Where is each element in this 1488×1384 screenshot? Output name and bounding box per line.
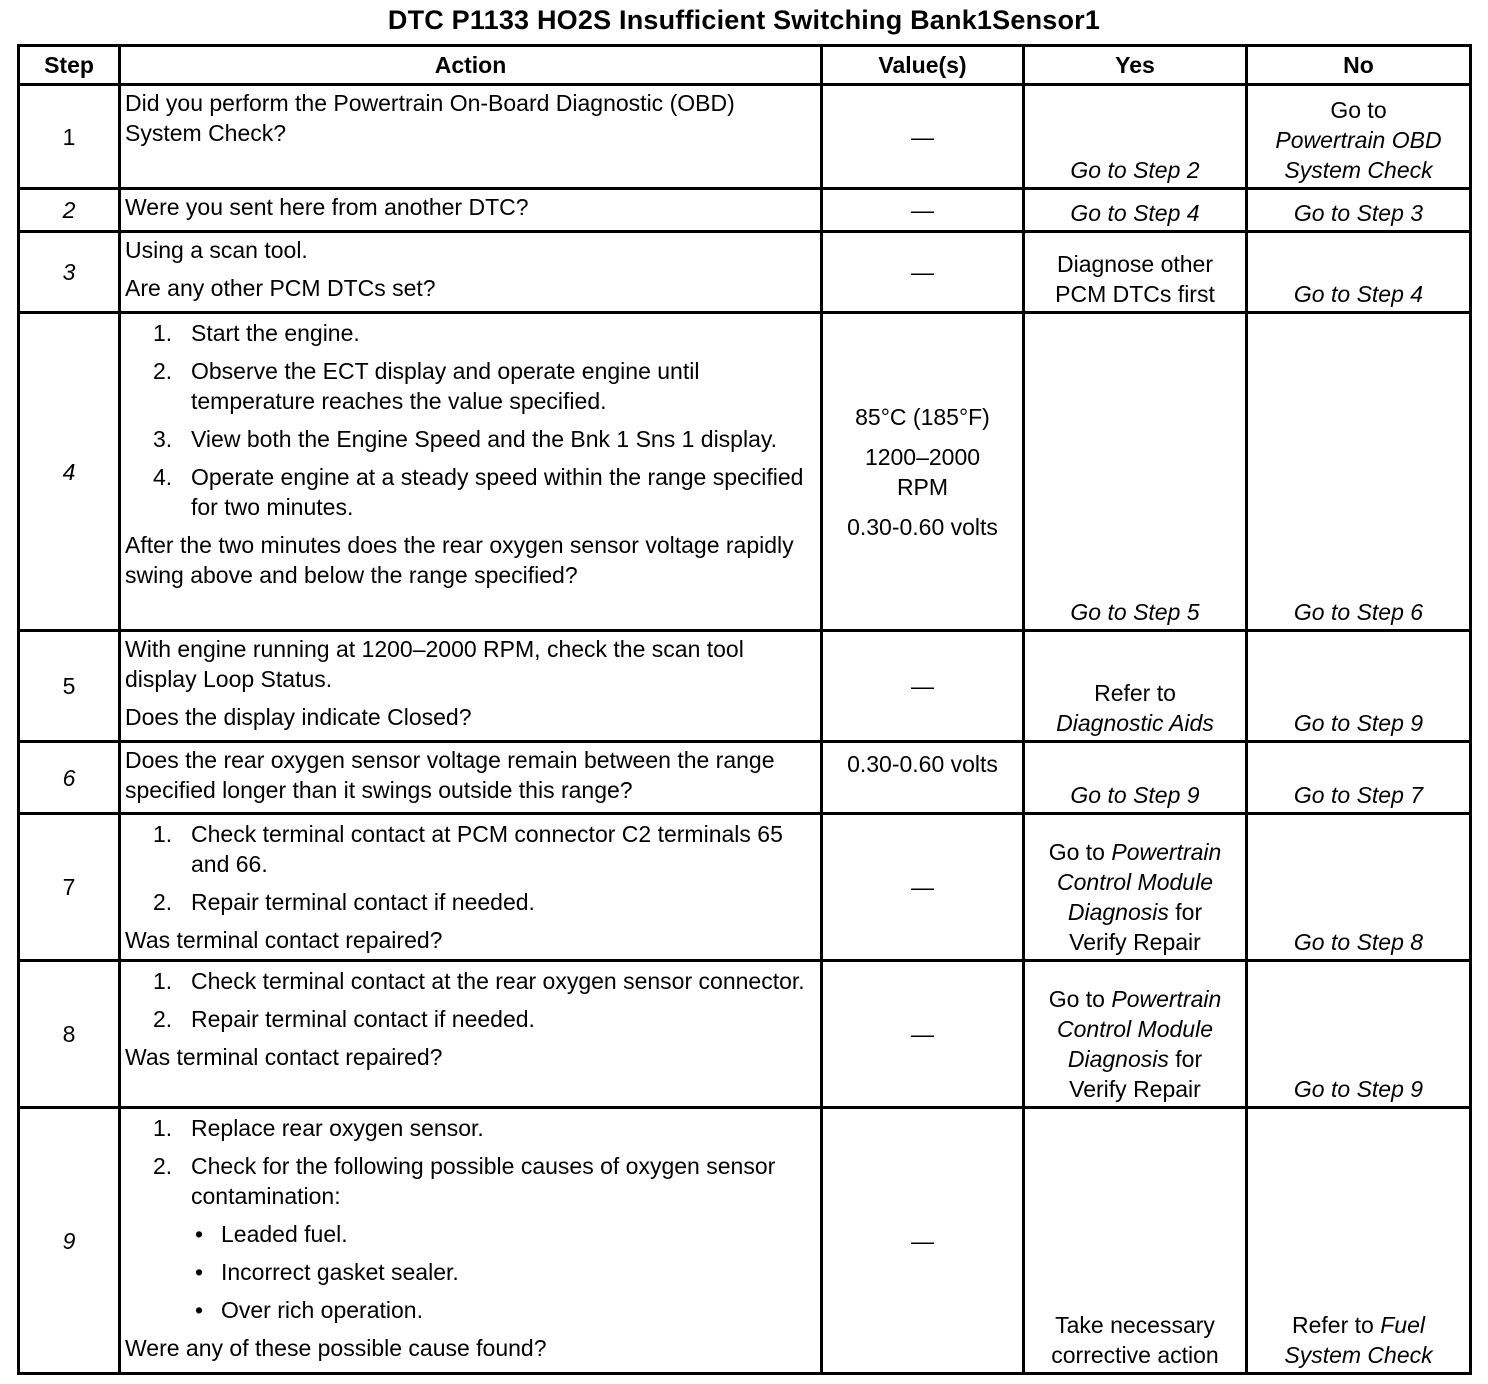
action-cell bbox=[120, 631, 822, 742]
list-item: • Leaded fuel. bbox=[195, 1221, 348, 1247]
action-steps bbox=[125, 1113, 816, 1325]
header-values: Value(s) bbox=[822, 46, 1024, 85]
action-cell bbox=[120, 1108, 822, 1374]
yes-suffix: Verify Repair bbox=[1069, 1076, 1201, 1102]
table-row bbox=[19, 1108, 1471, 1374]
yes-cell[interactable] bbox=[1024, 631, 1247, 742]
yes-cell[interactable]: Go to Step 2 bbox=[1024, 85, 1247, 189]
no-cell[interactable]: Go to Step 6 bbox=[1247, 313, 1471, 631]
list-item: 1. Check terminal contact at the rear oxygen sensor connector. bbox=[153, 968, 805, 994]
header-step: Step bbox=[19, 46, 120, 85]
no-link[interactable]: Fuel bbox=[1380, 1312, 1425, 1338]
diagnostic-table bbox=[17, 44, 1472, 1375]
action-question: Were any of these possible cause found? bbox=[125, 1335, 547, 1361]
value-cell: 0.30-0.60 volts bbox=[822, 742, 1024, 814]
yes-link[interactable]: Powertrain bbox=[1111, 839, 1222, 865]
value-rpm: 1200–2000 RPM bbox=[864, 443, 981, 500]
list-item: 3. View both the Engine Speed and the Bnk 1 Sns 1 display. bbox=[153, 426, 778, 452]
header-no: No bbox=[1247, 46, 1471, 85]
list-item: 2. Repair terminal contact if needed. bbox=[153, 889, 535, 915]
yes-link[interactable]: Diagnosis bbox=[1067, 899, 1169, 925]
header-action: Action bbox=[120, 46, 822, 85]
yes-link[interactable]: Diagnostic Aids bbox=[1056, 710, 1214, 736]
table-row bbox=[19, 313, 1471, 631]
step-number: 2 bbox=[19, 189, 120, 232]
list-item: • Incorrect gasket sealer. bbox=[195, 1259, 459, 1285]
table-row bbox=[19, 742, 1471, 814]
value-cell: — bbox=[822, 1108, 1024, 1374]
yes-cell[interactable] bbox=[1024, 961, 1247, 1108]
action-question: Was terminal contact repaired? bbox=[125, 927, 443, 953]
value-cell bbox=[822, 313, 1024, 631]
no-prefix: Refer to bbox=[1292, 1312, 1374, 1338]
value-cell: — bbox=[822, 631, 1024, 742]
page-title: DTC P1133 HO2S Insufficient Switching Bank1Sensor1 bbox=[387, 5, 1101, 35]
action-cell bbox=[120, 85, 822, 189]
list-item: 2. Check for the following possible causes of oxygen sensor contamination: • Leaded fuel. • Incorrect gasket sealer. • Over rich operation. bbox=[125, 1151, 816, 1325]
value-cell: — bbox=[822, 189, 1024, 232]
action-question: After the two minutes does the rear oxygen sensor voltage rapidly swing above and below the range specified? bbox=[125, 532, 794, 588]
action-cell bbox=[120, 742, 822, 814]
yes-suffix: Verify Repair bbox=[1069, 929, 1201, 955]
list-item: 2. Repair terminal contact if needed. bbox=[153, 1006, 535, 1032]
yes-prefix: Go to bbox=[1048, 986, 1105, 1012]
yes-cell[interactable]: Take necessary corrective action bbox=[1024, 1108, 1247, 1374]
no-link[interactable]: System Check bbox=[1284, 1342, 1433, 1368]
action-question: Are any other PCM DTCs set? bbox=[125, 275, 436, 301]
list-item: 2. Observe the ECT display and operate engine until temperature reaches the value specified. bbox=[153, 358, 700, 414]
step-number: 3 bbox=[19, 232, 120, 313]
no-cell[interactable]: Go to Step 4 bbox=[1247, 232, 1471, 313]
action-text: Using a scan tool. bbox=[125, 237, 308, 263]
action-cell bbox=[120, 814, 822, 961]
step-number: 6 bbox=[19, 742, 120, 814]
list-item: 1. Check terminal contact at PCM connector C2 terminals 65 and 66. bbox=[153, 821, 783, 877]
list-item: • Over rich operation. bbox=[195, 1297, 423, 1323]
no-cell[interactable] bbox=[1247, 1108, 1471, 1374]
yes-suffix: for bbox=[1175, 899, 1203, 925]
action-cell bbox=[120, 232, 822, 313]
no-link[interactable]: Powertrain OBD bbox=[1275, 127, 1442, 153]
value-temperature: 85°C (185°F) bbox=[855, 403, 990, 430]
step-number: 1 bbox=[19, 85, 120, 189]
value-cell: — bbox=[822, 814, 1024, 961]
yes-suffix: for bbox=[1175, 1046, 1203, 1072]
table-row bbox=[19, 814, 1471, 961]
action-cell bbox=[120, 961, 822, 1108]
no-cell[interactable]: Go to Step 3 bbox=[1247, 189, 1471, 232]
step-number: 5 bbox=[19, 631, 120, 742]
table-row bbox=[19, 232, 1471, 313]
action-steps bbox=[125, 966, 816, 1034]
table-row bbox=[19, 961, 1471, 1108]
table-row bbox=[19, 631, 1471, 742]
action-text: Were you sent here from another DTC? bbox=[125, 194, 529, 220]
bullet-list bbox=[191, 1219, 816, 1325]
header-yes: Yes bbox=[1024, 46, 1247, 85]
yes-prefix: Refer to bbox=[1094, 680, 1176, 706]
action-text: With engine running at 1200–2000 RPM, check the scan tool display Loop Status. bbox=[125, 636, 744, 692]
step-number: 4 bbox=[19, 313, 120, 631]
list-item: 1. Start the engine. bbox=[153, 320, 360, 346]
list-item: 4. Operate engine at a steady speed within the range specified for two minutes. bbox=[153, 464, 804, 520]
yes-link[interactable]: Control Module bbox=[1057, 869, 1213, 895]
no-link[interactable]: System Check bbox=[1284, 157, 1433, 183]
yes-link[interactable]: Diagnosis bbox=[1067, 1046, 1169, 1072]
step-number: 9 bbox=[19, 1108, 120, 1374]
header-row bbox=[19, 46, 1471, 85]
yes-cell[interactable]: Go to Step 4 bbox=[1024, 189, 1247, 232]
yes-cell[interactable]: Go to Step 9 bbox=[1024, 742, 1247, 814]
table-row bbox=[19, 85, 1471, 189]
step-number: 7 bbox=[19, 814, 120, 961]
value-cell: — bbox=[822, 232, 1024, 313]
yes-cell[interactable] bbox=[1024, 814, 1247, 961]
value-voltage: 0.30-0.60 volts bbox=[847, 513, 998, 540]
action-question: Was terminal contact repaired? bbox=[125, 1044, 443, 1070]
action-question: Does the display indicate Closed? bbox=[125, 704, 472, 730]
action-cell bbox=[120, 313, 822, 631]
yes-cell[interactable]: Go to Step 5 bbox=[1024, 313, 1247, 631]
action-steps bbox=[125, 819, 816, 917]
action-cell bbox=[120, 189, 822, 232]
yes-prefix: Go to bbox=[1048, 839, 1105, 865]
no-cell[interactable]: Go to Step 7 bbox=[1247, 742, 1471, 814]
yes-link[interactable]: Control Module bbox=[1057, 1016, 1213, 1042]
yes-cell[interactable]: Diagnose other PCM DTCs first bbox=[1024, 232, 1247, 313]
step-number: 8 bbox=[19, 961, 120, 1108]
no-cell[interactable]: Go to Step 9 bbox=[1247, 961, 1471, 1108]
no-cell[interactable] bbox=[1247, 85, 1471, 189]
yes-link[interactable]: Powertrain bbox=[1111, 986, 1222, 1012]
no-cell[interactable]: Go to Step 8 bbox=[1247, 814, 1471, 961]
value-cell: — bbox=[822, 85, 1024, 189]
action-text: Does the rear oxygen sensor voltage remain between the range specified longer than it swings outside this range? bbox=[125, 747, 775, 803]
no-prefix: Go to bbox=[1330, 97, 1387, 123]
value-cell: — bbox=[822, 961, 1024, 1108]
action-text: Did you perform the Powertrain On-Board Diagnostic (OBD) System Check? bbox=[125, 90, 735, 146]
table-row bbox=[19, 189, 1471, 232]
no-cell[interactable]: Go to Step 9 bbox=[1247, 631, 1471, 742]
list-item: 1. Replace rear oxygen sensor. bbox=[153, 1115, 484, 1141]
action-steps bbox=[125, 318, 816, 522]
